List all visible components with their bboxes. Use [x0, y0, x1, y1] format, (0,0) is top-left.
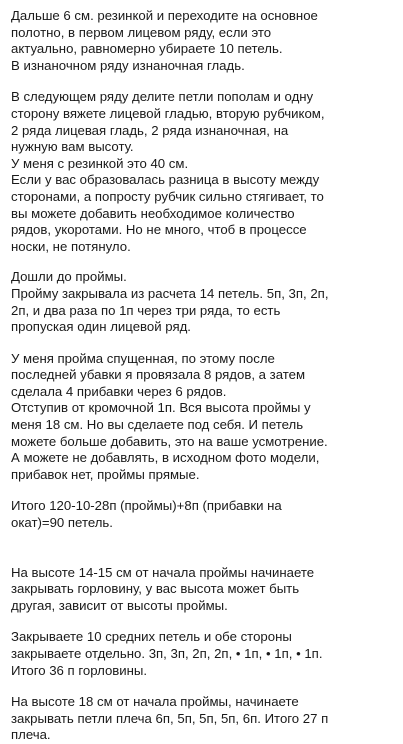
text-line: В следующем ряду делите петли пополам и одну	[11, 89, 314, 105]
text-line: 2п, и два раза по 1п через три ряда, то есть	[11, 302, 281, 318]
text-line: Итого 120-10-28п (проймы)+8п (прибавки на	[11, 498, 282, 514]
text-line: прибавок нет, проймы прямые.	[11, 466, 200, 482]
text-line: актуально, равномерно убираете 10 петель.	[11, 41, 283, 57]
text-line: сделала 4 прибавки через 6 рядов.	[11, 383, 227, 399]
text-line: Итого 36 п горловины.	[11, 662, 148, 678]
paragraph-gap	[11, 483, 399, 498]
paragraph-gap	[11, 74, 399, 89]
text-line: окат)=90 петель.	[11, 515, 113, 531]
paragraph-gap	[11, 255, 399, 269]
text-line: На высоте 14-15 см от начала проймы начинаете	[11, 564, 315, 580]
document-page	[11, 8, 399, 744]
text-line: Дальше 6 см. резинкой и переходите на основное	[11, 8, 318, 23]
paragraph-gap	[11, 679, 399, 694]
text-line: 2 ряда лицевая гладь, 2 ряда изнаночная, на	[11, 122, 289, 138]
text-line: В изнаночном ряду изнаночная гладь.	[11, 57, 245, 73]
paragraph-armhole	[11, 269, 399, 335]
text-line: последней убавки я провязала 8 рядов, а затем	[11, 367, 306, 383]
text-line: вы можете добавить необходимое количество	[11, 205, 295, 221]
text-line: меня 18 см. Но вы сделаете под себя. И петель	[11, 417, 304, 433]
text-line: У меня пройма спущенная, по этому после	[11, 350, 275, 366]
paragraph-neckline-bindoff	[11, 629, 399, 679]
text-line: А можете не добавлять, в исходном фото модели,	[11, 450, 320, 466]
text-line: можете больше добавить, это на ваше усмотрение.	[11, 433, 328, 449]
paragraph-split-sides	[11, 89, 399, 255]
text-line: Отступив от кромочной 1п. Вся высота проймы у	[11, 400, 311, 416]
text-line: сторону вяжете лицевой гладью, вторую рубчиком,	[11, 105, 325, 121]
paragraph-rib-and-decrease	[11, 8, 399, 74]
text-line: полотно, в первом лицевом ряду, если это	[11, 24, 272, 40]
text-line: Дошли до проймы.	[11, 269, 127, 285]
text-line: закрывать петли плеча 6п, 5п, 5п, 5п, 6п. Итого 27 п	[11, 710, 329, 726]
text-line: Если у вас образовалась разница в высоту между	[11, 172, 320, 188]
text-line: закрывать горловину, у вас высота может быть	[11, 581, 300, 597]
text-line: Закрываете 10 средних петель и обе стороны	[11, 629, 292, 645]
text-line: сторонами, а попросту рубчик сильно стягивает, то	[11, 188, 324, 204]
paragraph-gap	[11, 532, 399, 565]
text-line: Пройму закрывала из расчета 14 петель. 5п, 3п, 2п,	[11, 285, 329, 301]
paragraph-shoulder	[11, 694, 399, 744]
text-line: закрываете отдельно. 3п, 3п, 2п, 2п, • 1п, • 1п, • 1п.	[11, 646, 323, 661]
paragraph-neckline-start	[11, 565, 399, 615]
text-line: рядов, укоротами. Но не много, чтоб в процессе	[11, 222, 307, 238]
text-line: На высоте 18 см от начала проймы, начинаете	[11, 694, 299, 710]
text-line: нужную вам высоту.	[11, 139, 134, 155]
paragraph-gap	[11, 336, 399, 351]
paragraph-gap	[11, 614, 399, 629]
text-line: У меня с резинкой это 40 см.	[11, 155, 189, 171]
paragraph-dropped-armhole	[11, 351, 399, 484]
text-line: пропуская один лицевой ряд.	[11, 319, 191, 335]
text-line: другая, зависит от высоты проймы.	[11, 597, 228, 613]
paragraph-total-stitches	[11, 498, 399, 531]
text-line: плеча.	[11, 727, 51, 743]
text-line: носки, не потянуло.	[11, 238, 131, 254]
